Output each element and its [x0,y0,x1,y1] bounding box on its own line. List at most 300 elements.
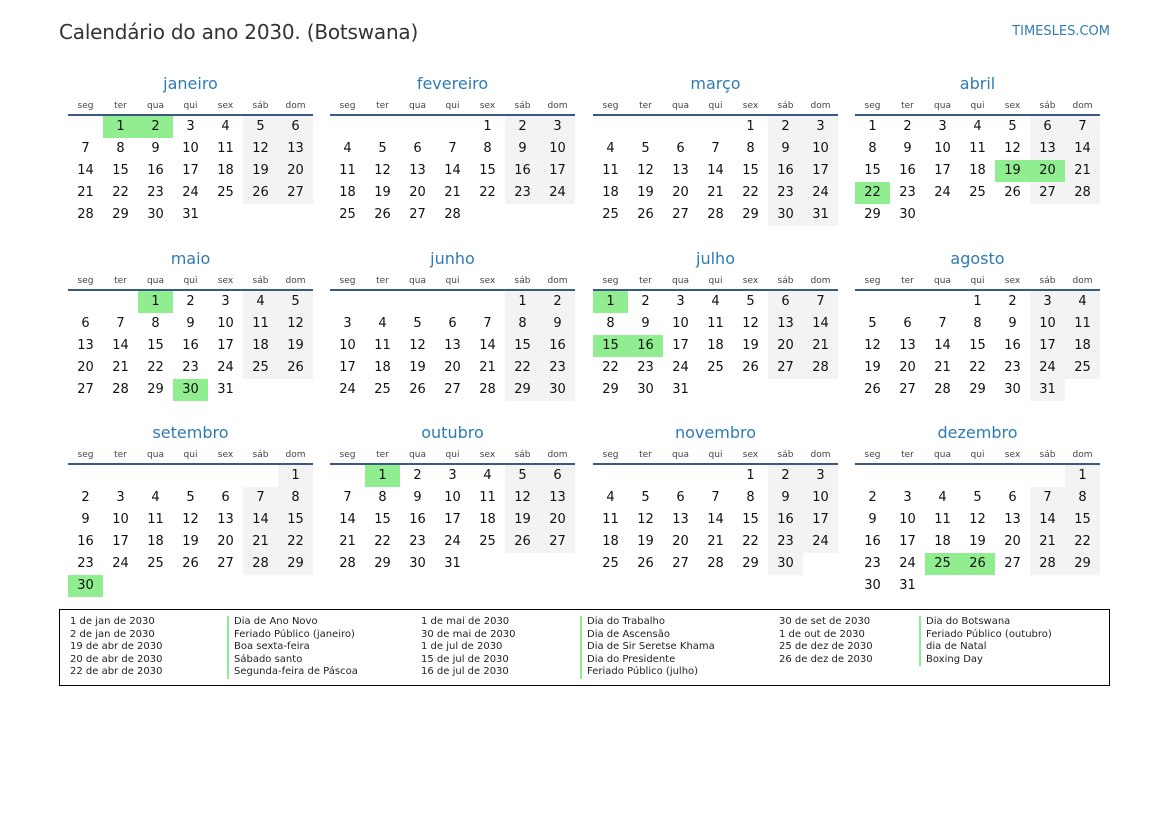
month-name: agosto [950,249,1005,268]
month-name: outubro [421,423,484,442]
day: 14 [243,509,278,531]
day: 11 [707,316,724,331]
weekday-label: dom [547,450,568,460]
weekday-label: sáb [777,101,794,111]
day-grid [855,116,1100,226]
day: 13 [540,487,575,509]
weekday-label: dom [810,276,831,286]
day: 27 [672,207,689,222]
weekday-label: sex [217,101,234,111]
day: 13 [899,338,916,353]
day: 10 [112,512,129,527]
weekday-label: sáb [1039,276,1056,286]
day: 11 [339,163,356,178]
day: 26 [505,531,540,553]
day: 10 [899,512,916,527]
empty-cell [365,116,400,138]
weekday-label: qui [183,450,198,460]
day: 8 [868,141,877,156]
weekday-label: qua [409,101,426,111]
day: 4 [151,490,160,505]
site-link[interactable]: TIMESLES.COM [1012,24,1110,39]
weekday-label: dom [1072,101,1093,111]
month-junho [330,249,575,401]
day: 6 [676,141,685,156]
month-name: maio [170,249,211,268]
month-março [593,74,838,226]
day: 7 [343,490,352,505]
holiday-day: 30 [173,379,208,401]
day: 18 [602,534,619,549]
empty-cell [698,116,733,138]
day: 15 [505,335,540,357]
day: 25 [243,357,278,379]
day: 24 [934,185,951,200]
day: 10 [803,138,838,160]
day: 30 [637,382,654,397]
weekday-label: sex [742,276,759,286]
empty-cell [925,465,960,487]
weekday-label: sex [479,450,496,460]
day: 21 [77,185,94,200]
month-name: março [690,74,741,93]
day: 13 [672,163,689,178]
legend-date: 25 de dez de 2030 [779,641,873,653]
day: 26 [182,556,199,571]
day: 27 [540,531,575,553]
legend-date: 15 de jul de 2030 [421,653,509,665]
day: 20 [672,534,689,549]
weekday-label: sáb [252,276,269,286]
day: 28 [803,357,838,379]
day: 6 [540,465,575,487]
day: 21 [1030,531,1065,553]
day: 19 [182,534,199,549]
day: 27 [1004,556,1021,571]
day: 6 [903,316,912,331]
day: 22 [505,357,540,379]
empty-cell [435,291,470,313]
day: 15 [742,512,759,527]
day: 29 [278,553,313,575]
weekday-label: dom [547,276,568,286]
day: 11 [602,512,619,527]
day: 15 [969,338,986,353]
day: 23 [768,182,803,204]
empty-cell [435,116,470,138]
weekday-label: ter [901,276,914,286]
empty-cell [68,465,103,487]
legend-date: 30 de set de 2030 [779,616,871,627]
month-fevereiro [330,74,575,226]
day: 23 [637,360,654,375]
day: 30 [1004,382,1021,397]
weekday-label: sex [1004,101,1021,111]
day: 5 [641,490,650,505]
day: 21 [803,335,838,357]
day: 8 [1065,487,1100,509]
day: 12 [864,338,881,353]
weekday-label: ter [376,276,389,286]
day-grid [68,116,313,226]
day-grid [330,291,575,401]
day: 26 [243,182,278,204]
day: 16 [77,534,94,549]
legend-date: 1 de out de 2030 [779,628,865,640]
weekday-label: sáb [1039,450,1056,460]
holiday-day: 1 [138,291,173,313]
day: 28 [444,207,461,222]
holiday-day: 1 [593,291,628,313]
weekday-label: sex [217,450,234,460]
day: 17 [899,534,916,549]
holiday-day: 19 [995,160,1030,182]
day: 9 [1008,316,1017,331]
day: 4 [343,141,352,156]
day: 13 [409,163,426,178]
legend-holiday-name: Dia do Botswana [919,616,1052,629]
day: 12 [182,512,199,527]
day: 23 [182,360,199,375]
day: 19 [278,335,313,357]
day: 25 [1065,357,1100,379]
weekday-label: qua [934,101,951,111]
day: 11 [243,313,278,335]
day: 10 [217,316,234,331]
day: 2 [641,294,650,309]
day: 3 [343,316,352,331]
holiday-day: 15 [593,335,628,357]
day: 31 [899,578,916,593]
day: 2 [868,490,877,505]
day: 2 [768,116,803,138]
day: 13 [1004,512,1021,527]
legend-holiday-name: Dia do Presidente [580,654,715,667]
empty-cell [663,465,698,487]
day: 16 [899,163,916,178]
weekday-label: qua [672,276,689,286]
day: 28 [243,553,278,575]
day: 6 [221,490,230,505]
day: 2 [81,490,90,505]
month-name: julho [696,249,735,268]
weekday-label: qua [409,276,426,286]
month-name: dezembro [937,423,1018,442]
day: 6 [413,141,422,156]
day: 14 [444,163,461,178]
day: 15 [1065,509,1100,531]
weekday-label: dom [1072,450,1093,460]
day: 27 [768,357,803,379]
day: 4 [973,119,982,134]
day: 26 [637,207,654,222]
day: 3 [448,468,457,483]
day: 22 [278,531,313,553]
day: 7 [448,141,457,156]
day: 16 [768,509,803,531]
legend-date: 16 de jul de 2030 [421,666,509,678]
weekday-label: qua [147,450,164,460]
weekday-label: seg [339,101,356,111]
day: 19 [374,185,391,200]
day: 26 [374,207,391,222]
day: 25 [479,534,496,549]
legend-date: 1 de jul de 2030 [421,641,503,653]
day: 9 [768,487,803,509]
empty-cell [330,291,365,313]
day: 7 [81,141,90,156]
day: 2 [768,465,803,487]
legend-date: 30 de mai de 2030 [421,628,516,640]
day: 23 [77,556,94,571]
weekday-label: seg [864,450,881,460]
day: 7 [938,316,947,331]
day: 17 [112,534,129,549]
day: 3 [803,116,838,138]
day: 8 [746,490,755,505]
empty-cell [208,465,243,487]
day: 21 [479,360,496,375]
day: 9 [903,141,912,156]
day: 30 [768,553,803,575]
day: 22 [742,534,759,549]
day: 24 [672,360,689,375]
day: 23 [1004,360,1021,375]
day: 16 [864,534,881,549]
weekday-header [593,273,838,291]
day: 22 [374,534,391,549]
day: 27 [899,382,916,397]
day: 26 [637,556,654,571]
day: 29 [742,207,759,222]
day: 22 [147,360,164,375]
empty-cell [103,465,138,487]
day: 3 [540,116,575,138]
day: 29 [112,207,129,222]
day: 25 [374,382,391,397]
empty-cell [400,116,435,138]
day: 15 [147,338,164,353]
weekday-header [330,273,575,291]
weekday-label: ter [901,450,914,460]
holiday-day: 20 [1030,160,1065,182]
day: 23 [505,182,540,204]
day: 10 [1030,313,1065,335]
day: 4 [483,468,492,483]
legend-holiday-name: Feriado Público (janeiro) [227,629,358,642]
weekday-label: dom [1072,276,1093,286]
empty-cell [243,465,278,487]
weekday-label: sáb [777,450,794,460]
weekday-header [855,447,1100,465]
day: 12 [969,512,986,527]
day: 28 [707,207,724,222]
empty-cell [960,465,995,487]
day: 12 [1004,141,1021,156]
weekday-label: seg [602,450,619,460]
day: 30 [147,207,164,222]
empty-cell [330,465,365,487]
month-julho [593,249,838,401]
day: 14 [934,338,951,353]
day: 3 [803,465,838,487]
day: 18 [339,185,356,200]
day: 25 [217,185,234,200]
weekday-header [68,98,313,116]
day: 28 [479,382,496,397]
day: 16 [505,160,540,182]
day: 24 [803,182,838,204]
holiday-legend [59,609,1110,686]
legend-date: 20 de abr de 2030 [70,653,163,665]
day: 9 [768,138,803,160]
day: 28 [77,207,94,222]
legend-date: 22 de abr de 2030 [70,666,163,678]
day: 11 [1065,313,1100,335]
weekday-label: seg [339,450,356,460]
day: 21 [934,360,951,375]
day: 4 [378,316,387,331]
day: 13 [672,512,689,527]
day: 22 [742,185,759,200]
day-grid [593,291,838,401]
day: 9 [413,490,422,505]
day: 28 [339,556,356,571]
day: 7 [1065,116,1100,138]
day: 13 [77,338,94,353]
day: 14 [707,163,724,178]
holiday-day: 26 [960,553,995,575]
day: 7 [116,316,125,331]
holiday-day: 30 [68,575,103,597]
day: 8 [278,487,313,509]
day: 10 [803,487,838,509]
weekday-label: qua [409,450,426,460]
day: 28 [707,556,724,571]
legend-names-col-1 [227,616,358,679]
day: 18 [374,360,391,375]
empty-cell [400,291,435,313]
day: 17 [339,360,356,375]
day: 6 [768,291,803,313]
day: 30 [768,204,803,226]
day: 13 [278,138,313,160]
empty-cell [173,465,208,487]
day: 3 [221,294,230,309]
day: 17 [444,512,461,527]
holiday-day: 25 [925,553,960,575]
day: 19 [243,160,278,182]
weekday-label: ter [639,276,652,286]
empty-cell [365,291,400,313]
day: 19 [864,360,881,375]
day: 4 [243,291,278,313]
holiday-day: 1 [103,116,138,138]
weekday-label: sáb [252,101,269,111]
legend-holiday-name: dia de Natal [919,641,1052,654]
month-janeiro [68,74,313,226]
day: 12 [374,163,391,178]
day: 6 [448,316,457,331]
day: 30 [409,556,426,571]
day-grid [68,291,313,401]
holiday-day: 1 [365,465,400,487]
day: 27 [672,556,689,571]
day: 10 [444,490,461,505]
day: 1 [746,119,755,134]
day: 18 [243,335,278,357]
day: 30 [899,207,916,222]
month-name: setembro [152,423,229,442]
day: 5 [973,490,982,505]
legend-holiday-name: Boa sexta-feira [227,641,358,654]
day-grid [68,465,313,597]
day: 11 [934,512,951,527]
day: 20 [444,360,461,375]
day: 24 [182,185,199,200]
day: 10 [182,141,199,156]
empty-cell [890,291,925,313]
weekday-label: sex [1004,276,1021,286]
legend-date: 19 de abr de 2030 [70,641,163,653]
weekday-label: qui [708,101,723,111]
day: 31 [217,382,234,397]
weekday-label: dom [810,450,831,460]
day: 4 [938,490,947,505]
day: 17 [803,160,838,182]
day: 5 [1008,119,1017,134]
weekday-label: sex [479,276,496,286]
weekday-label: sáb [514,101,531,111]
day: 14 [1030,509,1065,531]
day: 3 [1030,291,1065,313]
day: 3 [938,119,947,134]
weekday-label: qua [934,276,951,286]
day: 15 [479,163,496,178]
day: 25 [707,360,724,375]
day: 9 [641,316,650,331]
day: 23 [864,556,881,571]
day: 20 [899,360,916,375]
day: 27 [77,382,94,397]
weekday-label: qua [672,101,689,111]
day-grid [855,291,1100,401]
day: 29 [864,207,881,222]
weekday-label: qui [970,101,985,111]
month-name: novembro [675,423,756,442]
day: 17 [540,160,575,182]
day: 18 [1065,335,1100,357]
weekday-label: sex [1004,450,1021,460]
weekday-label: qui [183,101,198,111]
day: 15 [864,163,881,178]
legend-date: 2 de jan de 2030 [70,628,155,640]
day: 5 [413,316,422,331]
page-title: Calendário do ano 2030. (Botswana) [59,20,419,44]
month-name: junho [430,249,475,268]
day: 19 [505,509,540,531]
weekday-label: sex [742,450,759,460]
legend-holiday-name: Segunda-feira de Páscoa [227,666,358,679]
day: 6 [1030,116,1065,138]
weekday-label: seg [77,450,94,460]
legend-holiday-name: Dia de Ascensão [580,629,715,642]
day: 7 [483,316,492,331]
weekday-label: dom [810,101,831,111]
empty-cell [855,465,890,487]
day: 9 [540,313,575,335]
day: 31 [444,556,461,571]
